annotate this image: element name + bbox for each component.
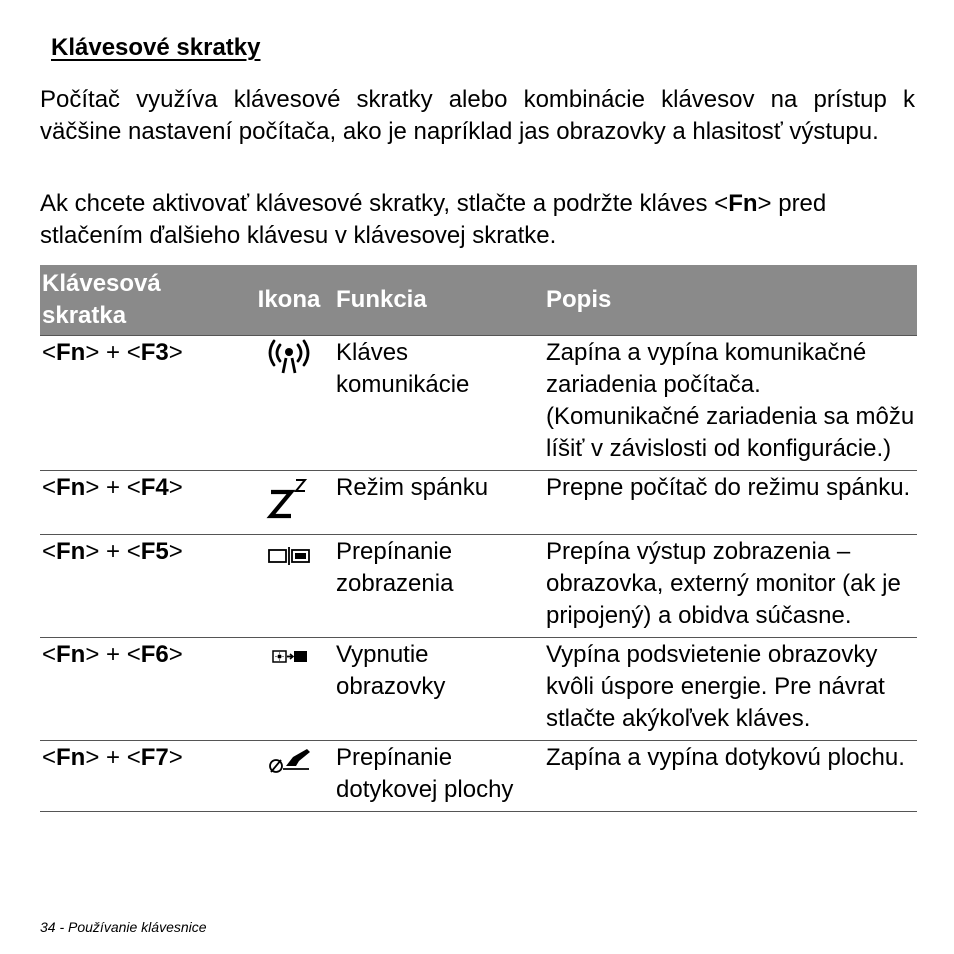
intro-paragraph: Počítač využíva klávesové skratky alebo kombinácie klávesov na prístup k väčšine nastavení počítača, ako je napríklad jas obrazovky a hlasitosť výstupu. [40,86,915,145]
table-row [40,638,917,741]
function-cell: Režim spánku [334,471,544,535]
function-cell: Prepínanie zobrazenia [334,535,544,638]
header-function: Funkcia [334,265,544,336]
key-f3: F3 [140,339,169,366]
shortcut-cell: <Fn> + <F4> [40,471,244,535]
description-cell: Zapína a vypína dotykovú plochu. [544,741,917,812]
wireless-communication-icon [265,356,313,383]
function-cell: Prepínanie dotykovej plochy [334,741,544,812]
header-description: Popis [544,265,917,336]
sleep-icon [265,499,313,526]
activation-paragraph [40,188,915,252]
activation-text-after: > pred stlačením ďalšieho klávesu v klávesovej skratke. [40,190,827,249]
table-row [40,336,917,471]
section-heading: Klávesové skratky [51,34,261,61]
table-row [40,741,917,812]
page-footer: 34 - Používanie klávesnice [40,919,207,935]
display-off-icon [263,652,315,679]
key-f5: F5 [140,538,169,565]
display-toggle-icon [263,549,315,576]
header-icon: Ikona [244,265,334,336]
key-fn: Fn [56,538,86,565]
function-cell: Vypnutie obrazovky [334,638,544,741]
header-shortcut: Klávesová skratka [40,265,244,336]
activation-text-before: Ak chcete aktivovať klávesové skratky, stlačte a podržte kláves < [40,190,729,217]
key-f7: F7 [140,744,169,771]
fn-key-label: Fn [728,190,758,217]
key-fn: Fn [56,641,86,668]
description-cell: Prepne počítač do režimu spánku. [544,471,917,535]
shortcut-cell: <Fn> + <F7> [40,741,244,812]
shortcut-cell: <Fn> + <F3> [40,336,244,471]
key-fn: Fn [56,474,86,501]
shortcut-table [40,265,917,812]
table-row [40,535,917,638]
shortcut-cell: <Fn> + <F5> [40,535,244,638]
table-row [40,471,917,535]
key-f6: F6 [140,641,169,668]
function-cell: Kláves komunikácie [334,336,544,471]
description-cell: Prepína výstup zobrazenia – obrazovka, externý monitor (ak je pripojený) a obidva súčasne. [544,535,917,638]
touchpad-toggle-icon [263,759,315,786]
shortcut-cell: <Fn> + <F6> [40,638,244,741]
table-header-row [40,265,917,336]
key-fn: Fn [56,339,86,366]
description-cell: Vypína podsvietenie obrazovky kvôli úspore energie. Pre návrat stlačte akýkoľvek kláves. [544,638,917,741]
key-f4: F4 [140,474,169,501]
description-cell: Zapína a vypína komunikačné zariadenia počítača. (Komunikačné zariadenia sa môžu líšiť v závislosti od konfigurácie.) [544,336,917,471]
key-fn: Fn [56,744,86,771]
